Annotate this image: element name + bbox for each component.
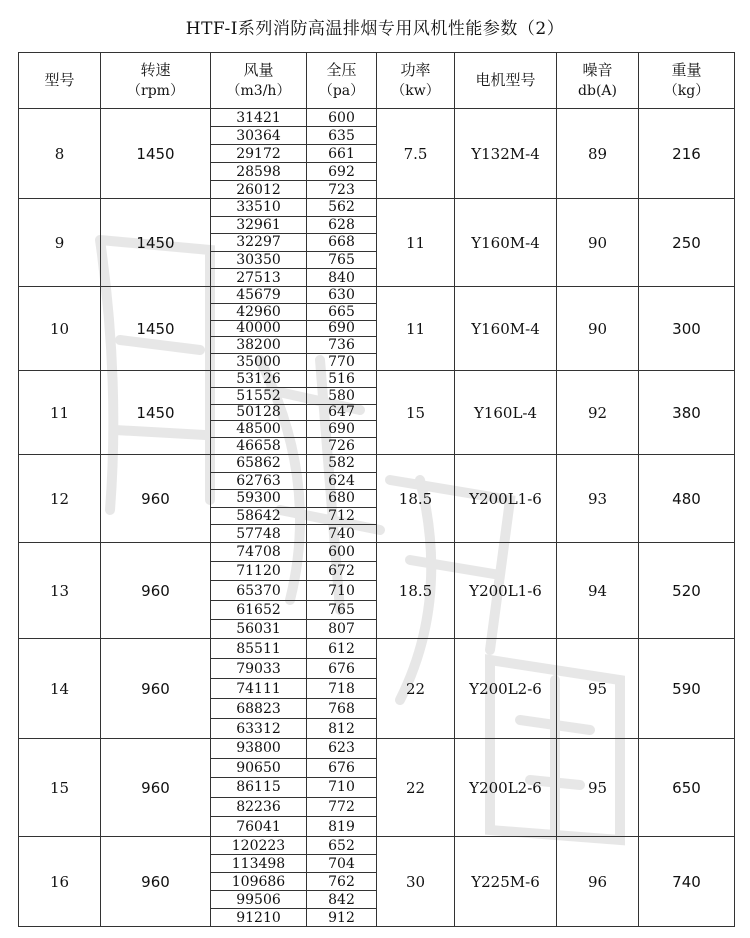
header-motor: 电机型号 <box>455 53 557 109</box>
cell-speed: 1450 <box>101 199 211 287</box>
cell-flow-value: 29172 <box>211 145 306 163</box>
cell-model: 9 <box>19 199 101 287</box>
cell-pressure-value: 600 <box>307 543 376 562</box>
cell-power: 18.5 <box>377 455 455 543</box>
cell-pressure-value: 812 <box>328 720 355 737</box>
cell-flow <box>211 639 307 739</box>
cell-pressure-value: 630 <box>307 287 376 304</box>
table-row <box>19 287 735 371</box>
cell-motor: Y160M-4 <box>455 287 557 371</box>
table-row <box>19 739 735 837</box>
cell-pressure-value: 680 <box>307 490 376 508</box>
cell-pressure-value: 762 <box>307 873 376 891</box>
cell-pressure-value: 740 <box>328 525 355 542</box>
cell-power: 7.5 <box>377 109 455 199</box>
cell-noise: 95 <box>557 639 639 739</box>
cell-pressure-value: 668 <box>307 234 376 252</box>
header-noise: 噪音 db(A) <box>557 53 639 109</box>
cell-flow-value: 59300 <box>211 490 306 508</box>
cell-flow-value: 57748 <box>236 525 281 542</box>
cell-flow-value: 51552 <box>211 388 306 405</box>
cell-pressure-value: 768 <box>307 699 376 719</box>
cell-power: 11 <box>377 199 455 287</box>
cell-motor: Y200L2-6 <box>455 639 557 739</box>
cell-pressure-value: 704 <box>307 855 376 873</box>
cell-pressure-value: 665 <box>307 304 376 321</box>
cell-weight: 590 <box>639 639 735 739</box>
cell-power: 22 <box>377 739 455 837</box>
cell-noise: 93 <box>557 455 639 543</box>
table-row <box>19 371 735 455</box>
cell-pressure-value: 690 <box>307 321 376 338</box>
cell-speed: 960 <box>101 739 211 837</box>
cell-flow-value: 85511 <box>211 639 306 659</box>
cell-flow-value: 82236 <box>211 798 306 818</box>
cell-power: 22 <box>377 639 455 739</box>
cell-speed: 1450 <box>101 371 211 455</box>
cell-flow-value: 79033 <box>211 659 306 679</box>
cell-flow-value: 56031 <box>236 620 281 637</box>
cell-pressure-value: 562 <box>307 199 376 217</box>
cell-flow-value: 30350 <box>211 252 306 270</box>
cell-pressure <box>307 371 377 455</box>
cell-noise: 94 <box>557 543 639 639</box>
cell-motor: Y200L1-6 <box>455 543 557 639</box>
cell-power: 30 <box>377 837 455 927</box>
cell-model: 14 <box>19 639 101 739</box>
cell-flow-value: 63312 <box>236 720 281 737</box>
cell-pressure <box>307 543 377 639</box>
cell-flow <box>211 199 307 287</box>
cell-flow-value: 113498 <box>211 855 306 873</box>
cell-flow-value: 65862 <box>211 455 306 473</box>
cell-motor: Y132M-4 <box>455 109 557 199</box>
table-row <box>19 455 735 543</box>
cell-flow-value: 26012 <box>236 181 281 198</box>
cell-speed: 1450 <box>101 287 211 371</box>
cell-flow-value: 62763 <box>211 473 306 491</box>
cell-pressure-value: 770 <box>328 354 355 371</box>
cell-flow-value: 61652 <box>211 601 306 620</box>
cell-pressure-value: 624 <box>307 473 376 491</box>
cell-power: 15 <box>377 371 455 455</box>
cell-pressure-value: 672 <box>307 562 376 581</box>
cell-flow-value: 65370 <box>211 581 306 600</box>
cell-motor: Y200L2-6 <box>455 739 557 837</box>
cell-power: 11 <box>377 287 455 371</box>
cell-pressure-value: 912 <box>328 909 355 926</box>
cell-flow-value: 33510 <box>211 199 306 217</box>
cell-motor: Y200L1-6 <box>455 455 557 543</box>
cell-motor: Y160M-4 <box>455 199 557 287</box>
cell-flow-value: 28598 <box>211 163 306 181</box>
cell-pressure-value: 842 <box>307 891 376 909</box>
cell-pressure-value: 628 <box>307 217 376 235</box>
header-weight: 重量 （kg） <box>639 53 735 109</box>
cell-flow-value: 38200 <box>211 337 306 354</box>
cell-pressure-value: 661 <box>307 145 376 163</box>
cell-model: 11 <box>19 371 101 455</box>
cell-speed: 960 <box>101 639 211 739</box>
table-row <box>19 639 735 739</box>
cell-pressure <box>307 739 377 837</box>
cell-flow-value: 42960 <box>211 304 306 321</box>
cell-flow-value: 31421 <box>211 109 306 127</box>
cell-pressure <box>307 199 377 287</box>
cell-flow <box>211 109 307 199</box>
cell-flow-value: 53126 <box>211 371 306 388</box>
cell-weight: 380 <box>639 371 735 455</box>
cell-flow-value: 120223 <box>211 837 306 855</box>
cell-pressure-value: 600 <box>307 109 376 127</box>
cell-flow-value: 45679 <box>211 287 306 304</box>
cell-weight: 650 <box>639 739 735 837</box>
cell-weight: 480 <box>639 455 735 543</box>
cell-flow-value: 90650 <box>211 759 306 779</box>
cell-flow <box>211 371 307 455</box>
cell-pressure-value: 807 <box>328 620 355 637</box>
cell-flow-value: 32297 <box>211 234 306 252</box>
header-flow: 风量 （m3/h） <box>211 53 307 109</box>
cell-pressure-value: 710 <box>307 778 376 798</box>
cell-pressure <box>307 837 377 927</box>
cell-pressure-value: 819 <box>328 818 355 835</box>
cell-pressure-value: 692 <box>307 163 376 181</box>
header-row <box>19 53 735 109</box>
cell-model: 12 <box>19 455 101 543</box>
header-power: 功率 （kw） <box>377 53 455 109</box>
cell-weight: 300 <box>639 287 735 371</box>
cell-flow-value: 32961 <box>211 217 306 235</box>
cell-flow-value: 91210 <box>236 909 281 926</box>
cell-pressure <box>307 455 377 543</box>
cell-flow-value: 109686 <box>211 873 306 891</box>
cell-model: 16 <box>19 837 101 927</box>
cell-pressure-value: 840 <box>328 269 355 286</box>
cell-pressure-value: 718 <box>307 679 376 699</box>
cell-speed: 960 <box>101 455 211 543</box>
cell-pressure <box>307 639 377 739</box>
page-title: HTF-I系列消防高温排烟专用风机性能参数（2） <box>185 19 565 39</box>
cell-noise: 90 <box>557 287 639 371</box>
cell-weight: 250 <box>639 199 735 287</box>
cell-speed: 960 <box>101 543 211 639</box>
cell-flow-value: 40000 <box>211 321 306 338</box>
cell-motor: Y160L-4 <box>455 371 557 455</box>
cell-weight: 520 <box>639 543 735 639</box>
cell-motor: Y225M-6 <box>455 837 557 927</box>
cell-speed: 960 <box>101 837 211 927</box>
table-body <box>19 109 735 927</box>
cell-flow <box>211 287 307 371</box>
cell-flow-value: 46658 <box>236 438 281 455</box>
header-pressure: 全压 （pa） <box>307 53 377 109</box>
cell-pressure-value: 516 <box>307 371 376 388</box>
table-row <box>19 199 735 287</box>
table-row <box>19 109 735 199</box>
cell-pressure-value: 765 <box>307 252 376 270</box>
performance-table <box>18 52 735 927</box>
cell-noise: 95 <box>557 739 639 837</box>
cell-pressure-value: 710 <box>307 581 376 600</box>
cell-speed: 1450 <box>101 109 211 199</box>
cell-noise: 96 <box>557 837 639 927</box>
cell-pressure-value: 726 <box>328 438 355 455</box>
cell-noise: 89 <box>557 109 639 199</box>
cell-flow-value: 30364 <box>211 127 306 145</box>
cell-flow <box>211 739 307 837</box>
cell-pressure-value: 723 <box>328 181 355 198</box>
table-row <box>19 543 735 639</box>
header-speed: 转速 （rpm） <box>101 53 211 109</box>
cell-pressure-value: 765 <box>307 601 376 620</box>
cell-model: 15 <box>19 739 101 837</box>
cell-flow-value: 68823 <box>211 699 306 719</box>
cell-pressure-value: 652 <box>307 837 376 855</box>
table-row <box>19 837 735 927</box>
cell-pressure <box>307 287 377 371</box>
cell-noise: 90 <box>557 199 639 287</box>
cell-pressure-value: 772 <box>307 798 376 818</box>
cell-flow-value: 58642 <box>211 508 306 526</box>
cell-pressure-value: 647 <box>307 405 376 422</box>
cell-flow-value: 71120 <box>211 562 306 581</box>
cell-flow-value: 27513 <box>236 269 281 286</box>
cell-pressure-value: 582 <box>307 455 376 473</box>
cell-flow-value: 93800 <box>211 739 306 759</box>
cell-model: 10 <box>19 287 101 371</box>
cell-flow <box>211 837 307 927</box>
cell-flow-value: 74111 <box>211 679 306 699</box>
cell-pressure-value: 736 <box>307 337 376 354</box>
cell-flow <box>211 543 307 639</box>
cell-pressure-value: 612 <box>307 639 376 659</box>
cell-pressure-value: 690 <box>307 421 376 438</box>
cell-pressure-value: 623 <box>307 739 376 759</box>
cell-weight: 216 <box>639 109 735 199</box>
cell-pressure-value: 676 <box>307 659 376 679</box>
cell-noise: 92 <box>557 371 639 455</box>
cell-flow <box>211 455 307 543</box>
cell-flow-value: 86115 <box>211 778 306 798</box>
cell-weight: 740 <box>639 837 735 927</box>
cell-pressure-value: 580 <box>307 388 376 405</box>
cell-flow-value: 48500 <box>211 421 306 438</box>
cell-flow-value: 50128 <box>211 405 306 422</box>
cell-pressure-value: 635 <box>307 127 376 145</box>
cell-flow-value: 99506 <box>211 891 306 909</box>
cell-pressure-value: 676 <box>307 759 376 779</box>
cell-flow-value: 35000 <box>236 354 281 371</box>
cell-power: 18.5 <box>377 543 455 639</box>
cell-flow-value: 74708 <box>211 543 306 562</box>
cell-model: 13 <box>19 543 101 639</box>
cell-flow-value: 76041 <box>236 818 281 835</box>
header-model: 型号 <box>19 53 101 109</box>
cell-pressure <box>307 109 377 199</box>
cell-model: 8 <box>19 109 101 199</box>
cell-pressure-value: 712 <box>307 508 376 526</box>
